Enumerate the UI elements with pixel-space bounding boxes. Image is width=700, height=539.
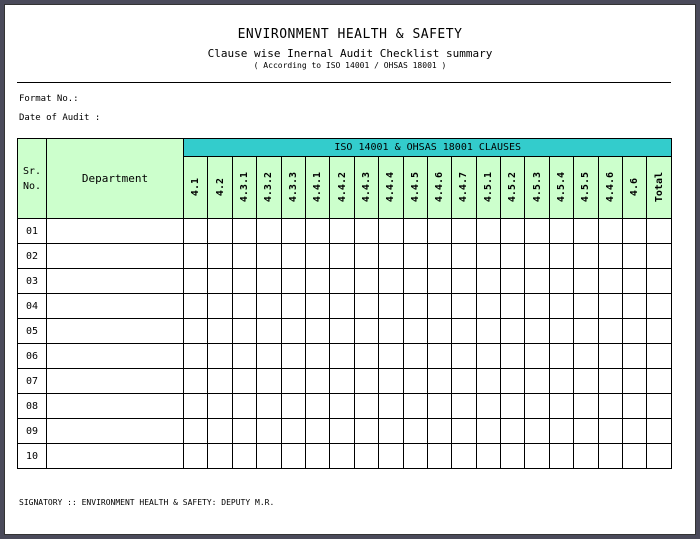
clause-cell[interactable]	[184, 219, 208, 244]
date-of-audit-label: Date of Audit :	[19, 113, 101, 123]
clause-cell[interactable]	[427, 319, 451, 344]
clause-cell[interactable]	[452, 319, 476, 344]
clause-cell[interactable]	[257, 419, 281, 444]
clause-cell[interactable]	[549, 244, 573, 269]
clauses-header: ISO 14001 & OHSAS 18001 CLAUSES	[184, 139, 672, 157]
clause-label: 4.4.7	[458, 172, 470, 203]
clause-cell[interactable]	[330, 219, 354, 244]
department-cell[interactable]	[47, 344, 184, 369]
clause-cell[interactable]	[330, 244, 354, 269]
row-number: 01	[18, 219, 47, 244]
clause-label: 4.4.1	[312, 172, 324, 203]
table-row	[18, 419, 672, 444]
clause-cell[interactable]	[598, 244, 622, 269]
clause-label: 4.3.3	[287, 172, 299, 203]
clause-header	[281, 157, 305, 219]
clause-cell[interactable]	[623, 269, 647, 294]
clause-header	[452, 157, 476, 219]
clause-cell[interactable]	[574, 394, 598, 419]
clause-header	[184, 157, 208, 219]
clause-cell[interactable]	[281, 219, 305, 244]
clause-cell[interactable]	[281, 394, 305, 419]
clause-cell[interactable]	[427, 419, 451, 444]
clause-cell[interactable]	[476, 319, 500, 344]
clause-cell[interactable]	[501, 444, 525, 469]
clause-cell[interactable]	[598, 294, 622, 319]
row-number: 10	[18, 444, 47, 469]
clause-cell[interactable]	[208, 419, 232, 444]
clause-cell[interactable]	[379, 294, 403, 319]
department-cell[interactable]	[47, 369, 184, 394]
clause-cell[interactable]	[281, 369, 305, 394]
clause-cell[interactable]	[549, 419, 573, 444]
clause-cell[interactable]	[427, 444, 451, 469]
clause-cell[interactable]	[281, 319, 305, 344]
clause-cell[interactable]	[257, 219, 281, 244]
clause-cell[interactable]	[476, 294, 500, 319]
clause-label: 4.3.2	[263, 172, 275, 203]
department-cell[interactable]	[47, 394, 184, 419]
clause-cell[interactable]	[354, 444, 378, 469]
clause-cell[interactable]	[257, 444, 281, 469]
clause-label: 4.5.1	[482, 172, 494, 203]
clause-cell[interactable]	[427, 369, 451, 394]
clause-cell[interactable]	[379, 419, 403, 444]
clause-cell[interactable]	[354, 219, 378, 244]
clause-cell[interactable]	[208, 444, 232, 469]
clause-cell[interactable]	[232, 269, 256, 294]
table-row	[18, 394, 672, 419]
clause-cell[interactable]	[403, 269, 427, 294]
clause-header	[623, 157, 647, 219]
clause-header	[257, 157, 281, 219]
clause-cell[interactable]	[281, 269, 305, 294]
clause-cell[interactable]	[184, 419, 208, 444]
clause-label: 4.5.5	[580, 172, 592, 203]
table-row	[18, 344, 672, 369]
clause-cell[interactable]	[184, 344, 208, 369]
clause-cell[interactable]	[549, 444, 573, 469]
department-cell[interactable]	[47, 444, 184, 469]
header-divider	[17, 82, 671, 83]
row-number: 09	[18, 419, 47, 444]
clause-cell[interactable]	[452, 369, 476, 394]
clause-cell[interactable]	[452, 219, 476, 244]
clause-cell[interactable]	[525, 244, 549, 269]
clause-cell[interactable]	[598, 269, 622, 294]
clause-cell[interactable]	[354, 394, 378, 419]
clause-cell[interactable]	[379, 219, 403, 244]
clause-label: Total	[653, 172, 665, 203]
clause-cell[interactable]	[184, 394, 208, 419]
table-row	[18, 219, 672, 244]
clause-cell[interactable]	[427, 344, 451, 369]
clause-cell[interactable]	[647, 269, 672, 294]
clause-cell[interactable]	[379, 319, 403, 344]
clause-cell[interactable]	[354, 269, 378, 294]
clause-cell[interactable]	[574, 319, 598, 344]
clause-header	[403, 157, 427, 219]
clause-cell[interactable]	[623, 369, 647, 394]
clause-cell[interactable]	[330, 394, 354, 419]
clause-cell[interactable]	[305, 269, 329, 294]
clause-cell[interactable]	[232, 394, 256, 419]
clause-cell[interactable]	[208, 394, 232, 419]
department-cell[interactable]	[47, 319, 184, 344]
sr-no-header	[18, 139, 47, 219]
clause-cell[interactable]	[330, 269, 354, 294]
clause-cell[interactable]	[476, 419, 500, 444]
clause-cell[interactable]	[574, 219, 598, 244]
clause-cell[interactable]	[525, 444, 549, 469]
clause-cell[interactable]	[525, 319, 549, 344]
row-number: 03	[18, 269, 47, 294]
clause-cell[interactable]	[574, 444, 598, 469]
clause-cell[interactable]	[257, 244, 281, 269]
clause-cell[interactable]	[501, 244, 525, 269]
clause-cell[interactable]	[647, 219, 672, 244]
clause-label: 4.4.6	[604, 172, 616, 203]
row-number: 08	[18, 394, 47, 419]
department-header: Department	[47, 139, 184, 219]
format-no-label: Format No.:	[19, 94, 79, 104]
clause-cell[interactable]	[452, 269, 476, 294]
clause-cell[interactable]	[549, 344, 573, 369]
table-row	[18, 244, 672, 269]
clause-cell[interactable]	[501, 294, 525, 319]
clause-cell[interactable]	[525, 419, 549, 444]
clause-cell[interactable]	[379, 394, 403, 419]
clause-cell[interactable]	[305, 319, 329, 344]
clause-cell[interactable]	[501, 219, 525, 244]
clause-label: 4.5.4	[556, 172, 568, 203]
clause-cell[interactable]	[403, 219, 427, 244]
clause-cell[interactable]	[354, 369, 378, 394]
clause-cell[interactable]	[403, 319, 427, 344]
clause-cell[interactable]	[184, 294, 208, 319]
clause-cell[interactable]	[184, 269, 208, 294]
clause-cell[interactable]	[476, 219, 500, 244]
clause-cell[interactable]	[623, 219, 647, 244]
clause-cell[interactable]	[476, 444, 500, 469]
clause-cell[interactable]	[281, 419, 305, 444]
clause-cell[interactable]	[184, 369, 208, 394]
row-number: 05	[18, 319, 47, 344]
clause-cell[interactable]	[281, 244, 305, 269]
clause-cell[interactable]	[232, 344, 256, 369]
clause-cell[interactable]	[525, 344, 549, 369]
clause-cell[interactable]	[330, 319, 354, 344]
clause-cell[interactable]	[452, 444, 476, 469]
clause-cell[interactable]	[452, 294, 476, 319]
department-cell[interactable]	[47, 244, 184, 269]
clause-cell[interactable]	[208, 344, 232, 369]
clause-cell[interactable]	[623, 419, 647, 444]
clause-cell[interactable]	[403, 344, 427, 369]
department-cell[interactable]	[47, 419, 184, 444]
clause-header	[427, 157, 451, 219]
clause-label: 4.4.2	[336, 172, 348, 203]
clause-cell[interactable]	[305, 294, 329, 319]
clause-cell[interactable]	[232, 444, 256, 469]
clause-cell[interactable]	[476, 369, 500, 394]
clause-cell[interactable]	[525, 219, 549, 244]
clause-cell[interactable]	[379, 369, 403, 394]
clause-cell[interactable]	[330, 419, 354, 444]
table-row	[18, 319, 672, 344]
clause-cell[interactable]	[184, 444, 208, 469]
clause-cell[interactable]	[232, 294, 256, 319]
department-cell[interactable]	[47, 219, 184, 244]
clause-header	[305, 157, 329, 219]
clause-header	[476, 157, 500, 219]
clause-label: 4.4.6	[434, 172, 446, 203]
signatory-line: SIGNATORY :: ENVIRONMENT HEALTH & SAFETY: DEPUTY M.R.	[19, 498, 275, 507]
clause-cell[interactable]	[549, 369, 573, 394]
clause-cell[interactable]	[232, 244, 256, 269]
clause-cell[interactable]	[623, 244, 647, 269]
clause-cell[interactable]	[476, 394, 500, 419]
table-row	[18, 294, 672, 319]
clause-label: 4.4.3	[360, 172, 372, 203]
clause-cell[interactable]	[623, 319, 647, 344]
clause-cell[interactable]	[403, 369, 427, 394]
clause-header	[598, 157, 622, 219]
clause-cell[interactable]	[354, 294, 378, 319]
clause-cell[interactable]	[647, 419, 672, 444]
audit-checklist-page	[4, 4, 696, 535]
clause-cell[interactable]	[647, 369, 672, 394]
clause-cell[interactable]	[305, 244, 329, 269]
clause-cell[interactable]	[208, 244, 232, 269]
row-number: 04	[18, 294, 47, 319]
clause-cell[interactable]	[476, 344, 500, 369]
clause-cell[interactable]	[598, 344, 622, 369]
clause-cell[interactable]	[549, 219, 573, 244]
clause-header	[232, 157, 256, 219]
checklist-table	[17, 138, 672, 469]
clause-cell[interactable]	[208, 319, 232, 344]
clause-cell[interactable]	[354, 344, 378, 369]
clause-cell[interactable]	[574, 244, 598, 269]
row-number: 02	[18, 244, 47, 269]
clause-cell[interactable]	[427, 294, 451, 319]
clause-cell[interactable]	[184, 244, 208, 269]
clause-label: 4.4.4	[385, 172, 397, 203]
clause-cell[interactable]	[257, 369, 281, 394]
clause-cell[interactable]	[598, 369, 622, 394]
clause-cell[interactable]	[427, 244, 451, 269]
clause-cell[interactable]	[525, 269, 549, 294]
clause-cell[interactable]	[427, 269, 451, 294]
clause-cell[interactable]	[598, 444, 622, 469]
clause-cell[interactable]	[257, 319, 281, 344]
clause-cell[interactable]	[476, 269, 500, 294]
clause-cell[interactable]	[427, 394, 451, 419]
clause-header	[330, 157, 354, 219]
clause-cell[interactable]	[525, 394, 549, 419]
clause-cell[interactable]	[452, 419, 476, 444]
clause-cell[interactable]	[305, 444, 329, 469]
clause-cell[interactable]	[208, 219, 232, 244]
clause-cell[interactable]	[427, 219, 451, 244]
clause-cell[interactable]	[281, 444, 305, 469]
clause-cell[interactable]	[403, 444, 427, 469]
clause-cell[interactable]	[501, 319, 525, 344]
clause-cell[interactable]	[354, 319, 378, 344]
clause-header	[574, 157, 598, 219]
clause-cell[interactable]	[232, 419, 256, 444]
clause-cell[interactable]	[281, 294, 305, 319]
clause-cell[interactable]	[257, 394, 281, 419]
department-cell[interactable]	[47, 294, 184, 319]
clause-label: 4.4.5	[409, 172, 421, 203]
page-title: ENVIRONMENT HEALTH & SAFETY	[237, 27, 463, 42]
clause-cell[interactable]	[257, 294, 281, 319]
clause-cell[interactable]	[379, 444, 403, 469]
row-number: 07	[18, 369, 47, 394]
clause-cell[interactable]	[330, 369, 354, 394]
clause-cell[interactable]	[525, 294, 549, 319]
clause-cell[interactable]	[305, 394, 329, 419]
clause-cell[interactable]	[403, 419, 427, 444]
page-subtitle: Clause wise Inernal Audit Checklist summary	[207, 47, 493, 60]
clause-cell[interactable]	[647, 294, 672, 319]
clause-cell[interactable]	[354, 419, 378, 444]
clause-cell[interactable]	[354, 244, 378, 269]
clause-cell[interactable]	[501, 344, 525, 369]
clause-cell[interactable]	[208, 294, 232, 319]
clause-cell[interactable]	[452, 244, 476, 269]
clause-cell[interactable]	[232, 219, 256, 244]
clause-cell[interactable]	[598, 219, 622, 244]
standard-note: ( According to ISO 14001 / OHSAS 18001 )	[253, 61, 447, 70]
clause-header	[549, 157, 573, 219]
clause-cell[interactable]	[501, 394, 525, 419]
clause-label: 4.5.3	[531, 172, 543, 203]
clause-cell[interactable]	[452, 344, 476, 369]
clause-cell[interactable]	[403, 294, 427, 319]
clause-cell[interactable]	[379, 244, 403, 269]
clause-cell[interactable]	[598, 394, 622, 419]
table-row	[18, 269, 672, 294]
clause-cell[interactable]	[549, 319, 573, 344]
clause-cell[interactable]	[574, 344, 598, 369]
clause-cell[interactable]	[379, 269, 403, 294]
sr-no-header-line1: Sr.	[22, 165, 42, 177]
clause-cell[interactable]	[623, 394, 647, 419]
table-row	[18, 444, 672, 469]
clause-cell[interactable]	[549, 394, 573, 419]
table-row	[18, 369, 672, 394]
clause-cell[interactable]	[184, 319, 208, 344]
clause-cell[interactable]	[574, 419, 598, 444]
clause-cell[interactable]	[574, 269, 598, 294]
clause-header	[501, 157, 525, 219]
clause-cell[interactable]	[647, 319, 672, 344]
clause-cell[interactable]	[623, 294, 647, 319]
clause-cell[interactable]	[501, 369, 525, 394]
clause-cell[interactable]	[232, 319, 256, 344]
clause-label: 4.5.2	[507, 172, 519, 203]
clause-cell[interactable]	[549, 269, 573, 294]
clause-cell[interactable]	[647, 344, 672, 369]
clause-cell[interactable]	[257, 269, 281, 294]
clause-label: 4.1	[190, 178, 202, 197]
clause-header	[525, 157, 549, 219]
clause-cell[interactable]	[232, 369, 256, 394]
clause-cell[interactable]	[330, 344, 354, 369]
clause-header	[354, 157, 378, 219]
clause-cell[interactable]	[330, 294, 354, 319]
clause-cell[interactable]	[305, 369, 329, 394]
clause-cell[interactable]	[257, 344, 281, 369]
clause-header	[647, 157, 672, 219]
clause-cell[interactable]	[623, 344, 647, 369]
sr-no-header-line2: No.	[22, 180, 42, 192]
clause-cell[interactable]	[281, 344, 305, 369]
clause-cell[interactable]	[305, 344, 329, 369]
row-number: 06	[18, 344, 47, 369]
clause-label: 4.2	[214, 178, 226, 197]
clause-cell[interactable]	[208, 369, 232, 394]
clause-cell[interactable]	[379, 344, 403, 369]
clause-cell[interactable]	[525, 369, 549, 394]
clause-label: 4.3.1	[238, 172, 250, 203]
clause-cell[interactable]	[403, 394, 427, 419]
clause-cell[interactable]	[623, 444, 647, 469]
clause-header	[208, 157, 232, 219]
clause-cell[interactable]	[305, 419, 329, 444]
clause-cell[interactable]	[208, 269, 232, 294]
clause-label: 4.6	[629, 178, 641, 197]
clause-cell[interactable]	[647, 394, 672, 419]
clause-cell[interactable]	[574, 294, 598, 319]
clause-cell[interactable]	[647, 444, 672, 469]
clause-cell[interactable]	[501, 419, 525, 444]
clause-cell[interactable]	[574, 369, 598, 394]
clause-header	[379, 157, 403, 219]
clause-cell[interactable]	[549, 294, 573, 319]
clause-cell[interactable]	[330, 444, 354, 469]
clause-cell[interactable]	[452, 394, 476, 419]
clause-cell[interactable]	[305, 219, 329, 244]
clause-cell[interactable]	[403, 244, 427, 269]
clause-cell[interactable]	[476, 244, 500, 269]
clause-cell[interactable]	[501, 269, 525, 294]
department-cell[interactable]	[47, 269, 184, 294]
clause-cell[interactable]	[598, 319, 622, 344]
clause-cell[interactable]	[647, 244, 672, 269]
clause-cell[interactable]	[598, 419, 622, 444]
